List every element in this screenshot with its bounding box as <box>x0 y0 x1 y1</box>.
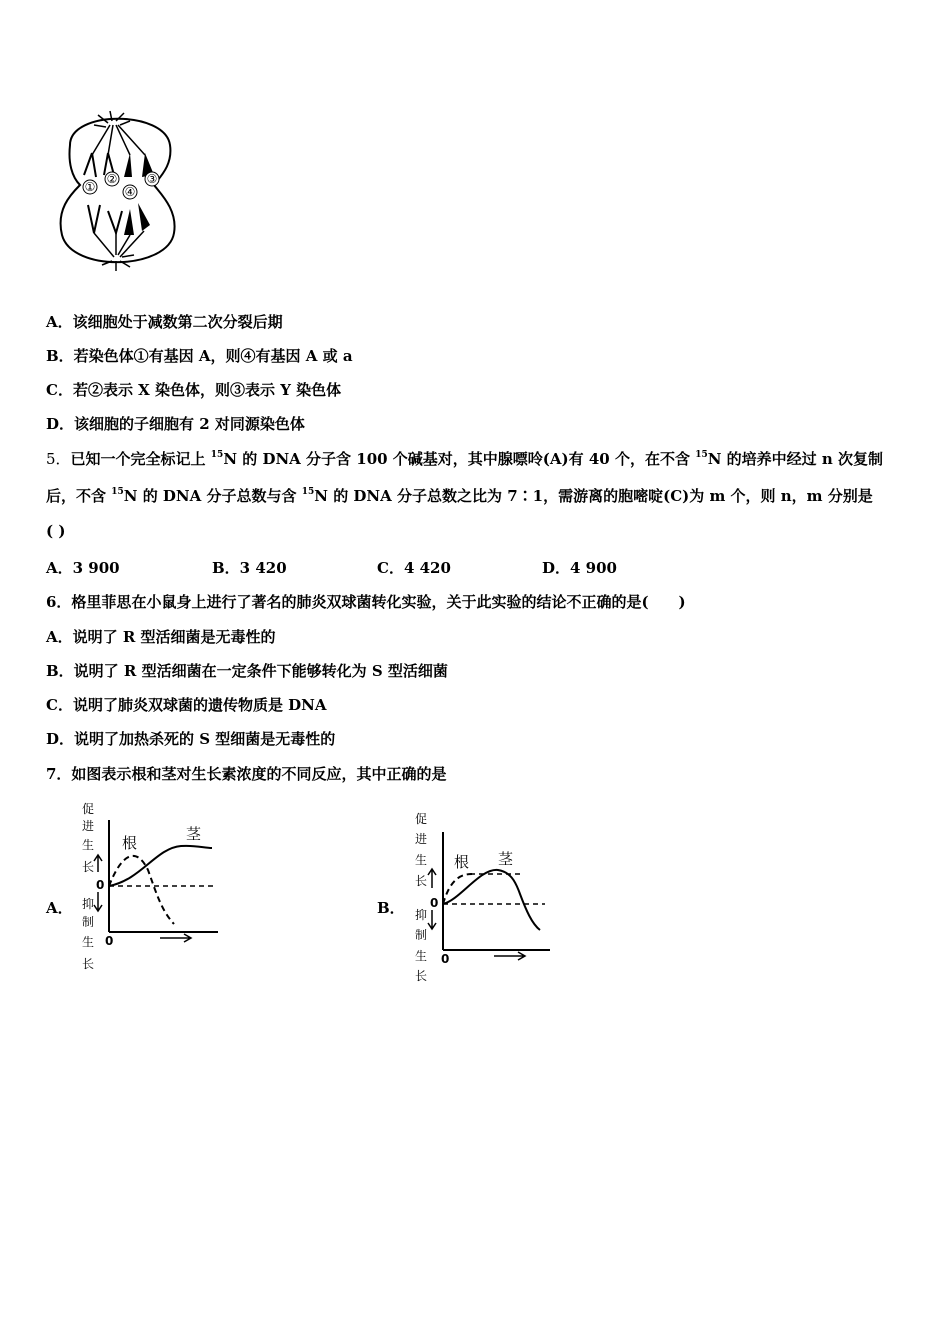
graph-a-stem-label: 茎 <box>186 825 202 843</box>
graph-a-root-label: 根 <box>122 834 138 852</box>
q5-answer-blank: ( ) <box>46 522 66 540</box>
graph-a <box>76 800 221 975</box>
graph-b-ylabel-bottom-3: 生 <box>415 949 428 963</box>
graph-a-ylabel-top-2: 进 <box>82 819 95 833</box>
label-2: ② <box>106 172 118 186</box>
graph-b-ylabel-top-2: 进 <box>415 832 428 846</box>
graph-a-ylabel-top-4: 长 <box>82 860 95 874</box>
graph-a-zero-x: 0 <box>105 934 114 948</box>
q7-option-a-label: A． <box>46 899 73 917</box>
q7-option-b-label: B． <box>377 899 405 917</box>
question-number: 5． <box>46 450 71 468</box>
graph-b-ylabel-top-4: 长 <box>415 874 428 888</box>
graph-b-zero-x: 0 <box>441 952 450 966</box>
graph-a-ylabel-bottom-1: 抑 <box>82 897 95 911</box>
q6-stem: 6．格里菲思在小鼠身上进行了著名的肺炎双球菌转化实验，关于此实验的结论不正确的是( ) <box>46 593 686 611</box>
label-1: ① <box>84 180 96 194</box>
graph-a-ylabel-bottom-3: 生 <box>82 935 95 949</box>
graph-b-ylabel-top-1: 促 <box>415 812 428 826</box>
graph-b-ylabel-bottom-2: 制 <box>415 928 428 942</box>
q5-option-d: D．4 900 <box>542 559 617 577</box>
label-3: ③ <box>146 172 158 186</box>
q7-stem: 7．如图表示根和茎对生长素浓度的不同反应，其中正确的是 <box>46 765 447 783</box>
graph-b-ylabel-top-3: 生 <box>415 853 428 867</box>
q4-option-d: D．该细胞的子细胞有 2 对同源染色体 <box>46 415 305 433</box>
q6-option-a: A．说明了 R 型活细菌是无毒性的 <box>46 628 276 646</box>
q5-option-a: A．3 900 <box>46 559 120 577</box>
q5-option-b: B．3 420 <box>212 559 287 577</box>
q4-option-c: C．若②表示 X 染色体，则③表示 Y 染色体 <box>46 381 342 399</box>
q4-option-b: B．若染色体①有基因 A，则④有基因 A 或 a <box>46 347 353 365</box>
graph-b-stem-label: 茎 <box>498 850 514 868</box>
graph-b <box>410 810 555 985</box>
graph-b-ylabel-bottom-4: 长 <box>415 969 428 983</box>
graph-b-root-label: 根 <box>454 853 470 871</box>
q6-option-b: B．说明了 R 型活细菌在一定条件下能够转化为 S 型活细菌 <box>46 662 448 680</box>
q5-stem-line2: 后，不含 $^{15}$N 的 DNA 分子总数与含 $^{15}$N 的 DNA 分子总数之比为 7∶1，需游离的胞嘧啶(C)为 m 个，则 n，m 分别是 <box>46 487 873 505</box>
q5-option-c: C．4 420 <box>377 559 451 577</box>
label-4: ④ <box>124 185 136 199</box>
graph-a-ylabel-top-1: 促 <box>82 802 95 816</box>
graph-b-zero-y: 0 <box>430 896 439 910</box>
q5-stem-line1: 5．已知一个完全标记上 $^{15}$N 的 DNA 分子含 100 个碱基对，其中腺嘌呤(A)有 40 个，在不含 $^{15}$N 的培养中经过 n 次复制 <box>46 450 884 468</box>
q6-option-c: C．说明了肺炎双球菌的遗传物质是 DNA <box>46 696 327 714</box>
graph-a-ylabel-bottom-4: 长 <box>82 957 95 971</box>
graph-b-ylabel-bottom-1: 抑 <box>415 908 428 922</box>
cell-division-figure <box>50 105 185 277</box>
graph-a-zero-y: 0 <box>96 878 105 892</box>
graph-a-ylabel-bottom-2: 制 <box>82 915 95 929</box>
graph-a-ylabel-top-3: 生 <box>82 838 95 852</box>
q4-option-a: A．该细胞处于减数第二次分裂后期 <box>46 313 283 331</box>
q6-option-d: D．说明了加热杀死的 S 型细菌是无毒性的 <box>46 730 336 748</box>
